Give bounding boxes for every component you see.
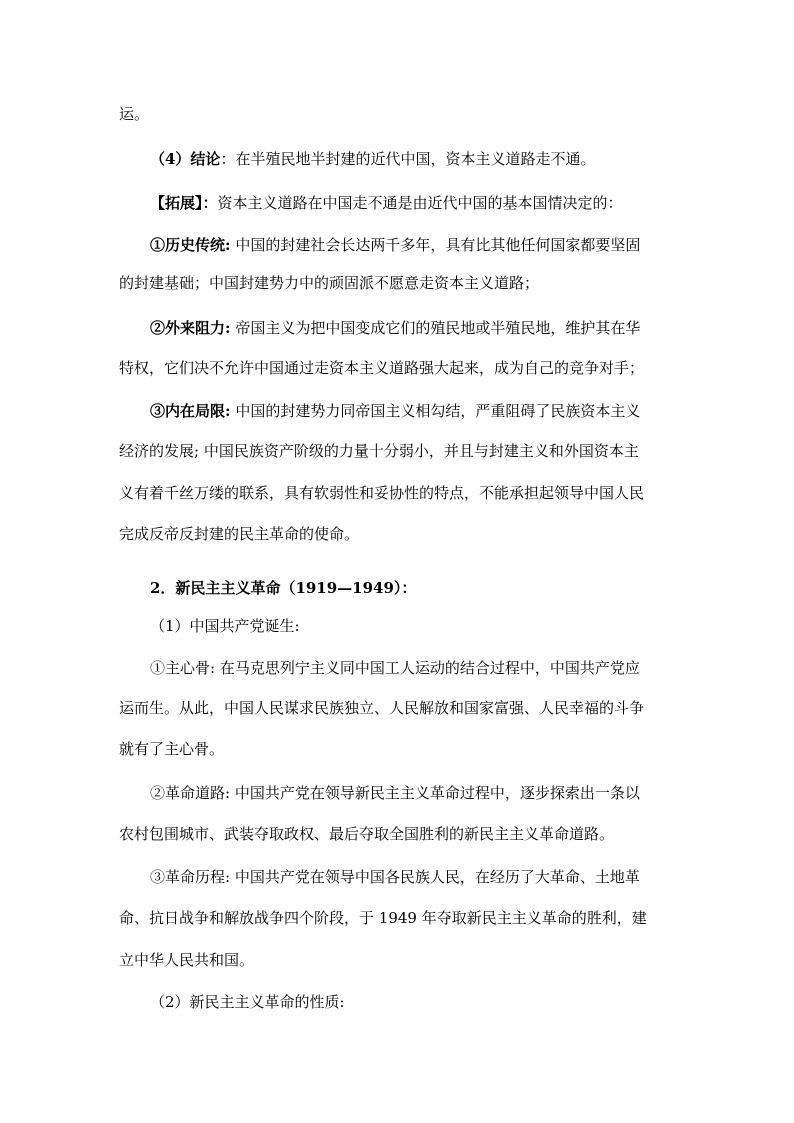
paragraph-internal bbox=[150, 401, 640, 421]
history-heading: ①历史传统: bbox=[150, 236, 231, 254]
extension-heading: 【拓展】： bbox=[150, 194, 218, 212]
internal-heading: ③内在局限: bbox=[150, 402, 231, 420]
text-line: 经济的发展; 中国民族资产阶级的力量十分弱小，并且与封建主义和外国资本主 bbox=[119, 442, 639, 460]
text-line: 完成反帝反封建的民主革命的使命。 bbox=[119, 525, 360, 543]
text-line: 特权，它们决不允许中国通过走资本主义道路强大起来，成为自己的竞争对手； bbox=[119, 359, 645, 377]
text-line: 运而生。从此，中国人民谋求民族独立、人民解放和国家富强、人民幸福的斗争 bbox=[119, 699, 645, 717]
text-line: 命、抗日战争和解放战争四个阶段，于 1949 年夺取新民主主义革命的胜利，建 bbox=[119, 909, 647, 927]
history-text: 中国的封建社会长达两千多年，具有比其他任何国家都要坚固 bbox=[230, 236, 641, 254]
extension-text: 资本主义道路在中国走不通是由近代中国的基本国情决定的： bbox=[217, 194, 623, 212]
text-line: ③革命历程: 中国共产党在领导中国各民族人民，在经历了大革命、土地革 bbox=[150, 868, 640, 886]
paragraph-external bbox=[150, 318, 640, 338]
text-line: ①主心骨: 在马克思列宁主义同中国工人运动的结合过程中，中国共产党应 bbox=[150, 659, 640, 677]
conclusion-heading: （4）结论 bbox=[150, 150, 221, 168]
paragraph-history bbox=[150, 235, 640, 255]
external-text: 帝国主义为把中国变成它们的殖民地或半殖民地，维护其在华 bbox=[230, 319, 641, 337]
text-line: 立中华人民共和国。 bbox=[119, 951, 255, 969]
text-line: ②革命道路: 中国共产党在领导新民主主义革命过程中，逐步探索出一条以 bbox=[150, 784, 640, 802]
text-line: 就有了主心骨。 bbox=[119, 740, 225, 758]
conclusion-text: ：在半殖民地半封建的近代中国，资本主义道路走不通。 bbox=[220, 150, 596, 168]
subsection-heading: （2）新民主主义革命的性质: bbox=[150, 993, 345, 1011]
text-line: 运。 bbox=[119, 105, 150, 123]
text-line: 的封建基础；中国封建势力中的顽固派不愿意走资本主义道路； bbox=[119, 274, 540, 292]
text-line: 农村包围城市、武装夺取政权、最后夺取全国胜利的新民主主义革命道路。 bbox=[119, 825, 615, 843]
section-heading: 2．新民主主义革命（1919—1949）： bbox=[150, 579, 417, 597]
paragraph-extension bbox=[150, 193, 623, 213]
subsection-heading: （1）中国共产党诞生: bbox=[150, 617, 300, 635]
text-line: 义有着千丝万缕的联系，具有软弱性和妥协性的特点，不能承担起领导中国人民 bbox=[119, 484, 645, 502]
paragraph-conclusion bbox=[150, 149, 595, 169]
external-heading: ②外来阻力: bbox=[150, 319, 231, 337]
internal-text: 中国的封建势力同帝国主义相勾结，严重阻碍了民族资本主义 bbox=[230, 402, 641, 420]
